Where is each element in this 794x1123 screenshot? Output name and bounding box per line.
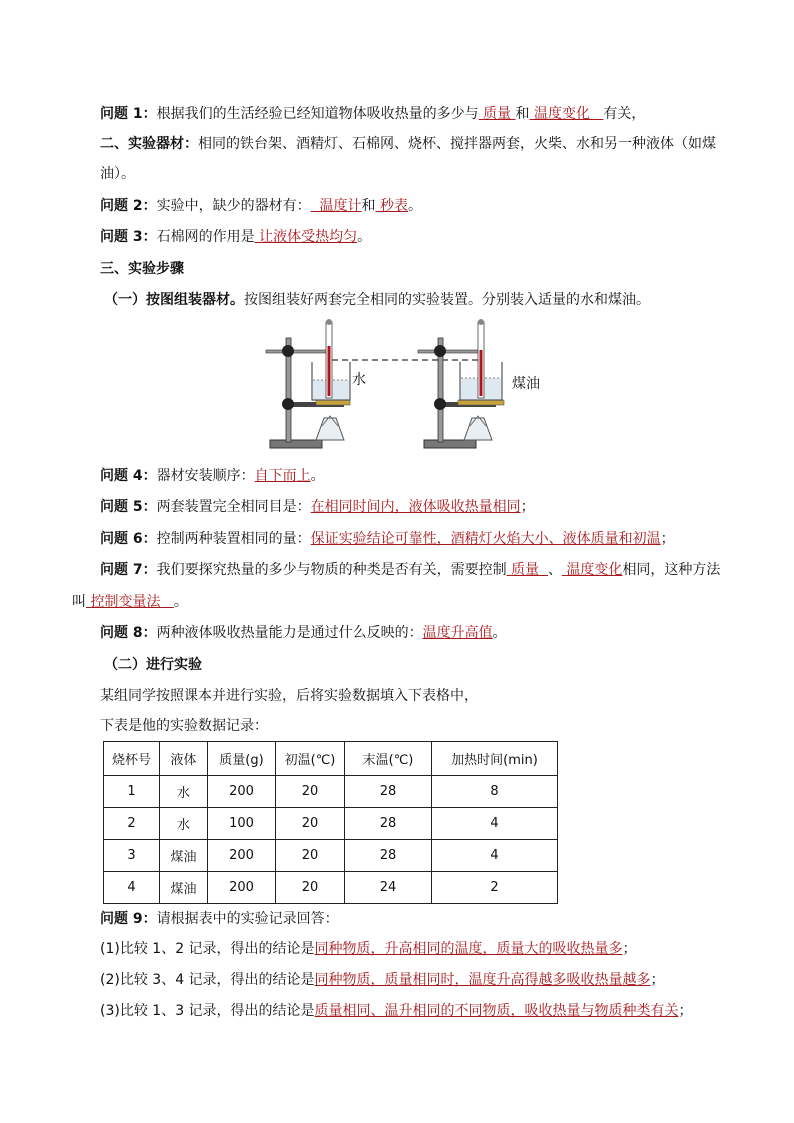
left-apparatus: [266, 319, 350, 448]
question-8: [100, 623, 507, 643]
table-cell: 煤油: [160, 840, 208, 872]
table-cell: 200: [208, 872, 276, 904]
header-cell: 液体: [160, 742, 208, 776]
q7-text: 我们要探究热量的多少与物质的种类是否有关，需要控制: [156, 562, 507, 578]
conclusion-3: [100, 1001, 693, 1021]
q1-answer-1: 质量: [483, 106, 512, 122]
q7-text-2: 叫: [72, 594, 86, 610]
q5-answer-1: 在相同时间内，液体吸收热量相同: [310, 499, 521, 515]
table-cell: 4: [432, 808, 558, 840]
table-cell: 200: [208, 840, 276, 872]
q1-tail: 有关，: [603, 106, 646, 122]
q8-text: 两种液体吸收热量能力是通过什么反映的：: [156, 625, 423, 641]
header-cell: 质量(g): [208, 742, 276, 776]
conclusion-3-answer: 质量相同、温升相同的不同物质，吸收热量与物质种类有关: [314, 1003, 679, 1019]
section-2-line-1: [100, 134, 716, 154]
table-cell: 4: [104, 872, 160, 904]
q7-answer-2: 温度变化: [566, 562, 623, 578]
q1-label: 问题 1：: [100, 106, 157, 122]
q7-tail: 相同，这种方法: [622, 562, 721, 578]
conclusion-3-text: (3)比较 1、3 记录，得出的结论是: [100, 1003, 315, 1019]
table-cell: 28: [345, 808, 432, 840]
table-row: [104, 776, 558, 808]
section-2-text-2: 油）。: [100, 166, 135, 182]
conclusion-1-tail: ；: [622, 941, 637, 957]
question-1: [100, 104, 645, 124]
question-9: [100, 909, 339, 929]
q7-label: 问题 7：: [100, 562, 157, 578]
question-7-line-2: [72, 592, 188, 612]
conclusion-2-tail: ；: [650, 972, 665, 988]
table-cell: 煤油: [160, 872, 208, 904]
table-cell: 1: [104, 776, 160, 808]
q4-tail: 。: [310, 468, 325, 484]
q2-text: 实验中，缺少的器材有：: [156, 198, 311, 214]
step-1-text: 按图组装好两套完全相同的实验装置。分别装入适量的水和煤油。: [244, 292, 650, 308]
conclusion-1-answer: 同种物质，升高相同的温度，质量大的吸收热量多: [314, 941, 623, 957]
header-cell: 末温(℃): [345, 742, 432, 776]
q1-text: 根据我们的生活经验已经知道物体吸收热量的多少与: [156, 106, 479, 122]
paragraph-1: 某组同学按照课本并进行实验，后将实验数据填入下表格中，: [100, 688, 478, 704]
conclusion-3-tail: ；: [678, 1003, 693, 1019]
table-cell: 20: [276, 808, 345, 840]
q9-text: 请根据表中的实验记录回答：: [156, 911, 339, 927]
table-row: [104, 840, 558, 872]
q7-answer-1: 质量: [511, 562, 540, 578]
q7-tail-2: 。: [173, 594, 188, 610]
question-6: [100, 529, 675, 549]
q4-answer-1: 自下而上: [254, 468, 311, 484]
paragraph-2: 下表是他的实验数据记录：: [100, 718, 268, 734]
q7-answer-3: 控制变量法: [90, 594, 161, 610]
q6-tail: ；: [660, 531, 675, 547]
table-cell: 28: [345, 776, 432, 808]
table-row: [104, 872, 558, 904]
step-1: [104, 290, 650, 310]
header-cell: 烧杯号: [104, 742, 160, 776]
table-cell: 水: [160, 776, 208, 808]
q1-mid: 和: [515, 106, 530, 122]
section-2-line-2: [100, 164, 135, 184]
conclusion-1: [100, 939, 637, 959]
question-5: [100, 497, 535, 517]
q5-tail: ；: [520, 499, 535, 515]
q4-label: 问题 4：: [100, 468, 157, 484]
table-cell: 3: [104, 840, 160, 872]
q7-mid: 、: [547, 562, 562, 578]
conclusion-2-text: (2)比较 3、4 记录，得出的结论是: [100, 972, 315, 988]
table-cell: 20: [276, 840, 345, 872]
q6-label: 问题 6：: [100, 531, 157, 547]
q2-tail: 。: [407, 198, 422, 214]
q9-label: 问题 9：: [100, 911, 157, 927]
table-cell: 20: [276, 872, 345, 904]
conclusion-2-answer: 同种物质，质量相同时，温度升高得越多吸收热量越多: [314, 972, 651, 988]
table-cell: 4: [432, 840, 558, 872]
q6-answer-1: 保证实验结论可靠性，酒精灯火焰大小、液体质量和初温: [310, 531, 661, 547]
q4-text: 器材安装顺序：: [156, 468, 255, 484]
table-cell: 2: [104, 808, 160, 840]
section-3-heading: 三、实验步骤: [100, 261, 184, 277]
q5-label: 问题 5：: [100, 499, 157, 515]
q8-label: 问题 8：: [100, 625, 157, 641]
q8-tail: 。: [492, 625, 507, 641]
section-2-label: 二、实验器材：: [100, 136, 198, 152]
step-2-heading: （二）进行实验: [104, 657, 202, 673]
q3-tail: 。: [357, 229, 372, 245]
table-cell: 20: [276, 776, 345, 808]
right-apparatus: [418, 319, 504, 448]
step-1-label: （一）按图组装器材。: [104, 292, 244, 308]
section-2-text-1: 相同的铁台架、酒精灯、石棉网、烧杯、搅拌器两套，火柴、水和另一种液体（如煤: [198, 136, 716, 152]
conclusion-1-text: (1)比较 1、2 记录，得出的结论是: [100, 941, 315, 957]
q3-text: 石棉网的作用是: [156, 229, 255, 245]
q1-answer-2: 温度变化: [533, 106, 590, 122]
table-cell: 2: [432, 872, 558, 904]
q2-answer-2: 秒表: [379, 198, 408, 214]
table-cell: 28: [345, 840, 432, 872]
table-cell: 100: [208, 808, 276, 840]
experiment-data-table: [103, 741, 558, 904]
question-7-line-1: [100, 560, 720, 580]
q6-text: 控制两种装置相同的量：: [156, 531, 311, 547]
table-cell: 200: [208, 776, 276, 808]
conclusion-2: [100, 970, 665, 990]
header-cell: 初温(℃): [276, 742, 345, 776]
apparatus-figure: [262, 318, 562, 458]
question-4: [100, 466, 325, 486]
q2-answer-1: 温度计: [319, 198, 362, 214]
question-3: [100, 227, 371, 247]
q5-text: 两套装置完全相同目是：: [156, 499, 311, 515]
question-2: [100, 196, 422, 216]
table-cell: 8: [432, 776, 558, 808]
q2-label: 问题 2：: [100, 198, 157, 214]
table-header-row: [104, 742, 558, 776]
header-cell: 加热时间(min): [432, 742, 558, 776]
q3-label: 问题 3：: [100, 229, 157, 245]
q8-answer-1: 温度升高值: [422, 625, 493, 641]
water-label: 水: [352, 372, 366, 388]
table-cell: 24: [345, 872, 432, 904]
kerosene-label: 煤油: [512, 376, 540, 392]
q3-answer-1: 让液体受热均匀: [259, 229, 358, 245]
apparatus-diagram: [262, 318, 562, 454]
table-cell: 水: [160, 808, 208, 840]
table-row: [104, 808, 558, 840]
q2-mid: 和: [361, 198, 376, 214]
